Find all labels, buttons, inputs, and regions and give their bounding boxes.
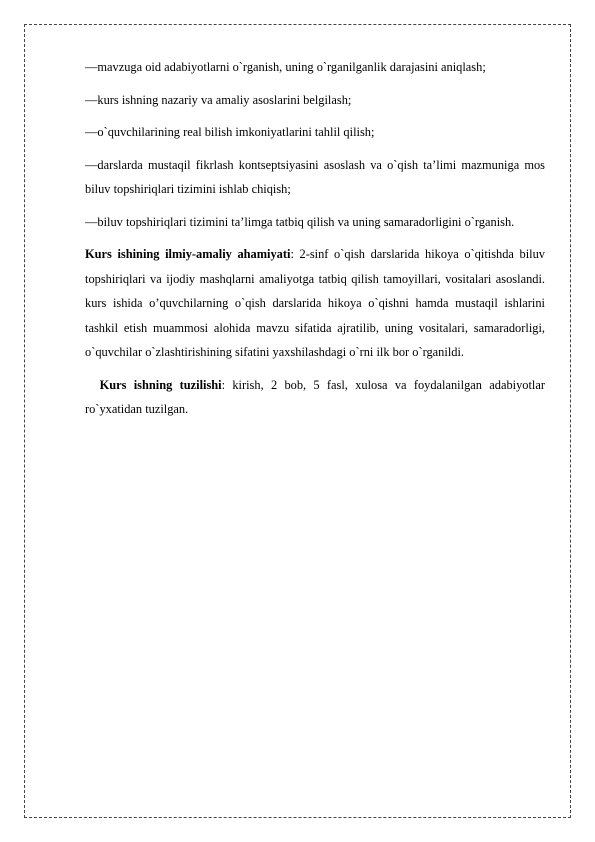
objective-item-2: —kurs ishning nazariy va amaliy asoslarini belgilash; <box>85 92 352 107</box>
significance-paragraph <box>85 242 545 365</box>
structure-paragraph <box>85 373 545 422</box>
structure-heading: Kurs ishning tuzilishi <box>85 377 222 392</box>
document-body <box>85 55 545 430</box>
objective-item-5: —biluv topshiriqlari tizimini ta’limga tatbiq qilish va uning samaradorligini o`rganish. <box>85 214 515 229</box>
structure-text: : kirish, 2 bob, 5 fasl, xulosa va foydalanilgan adabiyotlar ro`yxatidan tuzilgan. <box>85 377 545 416</box>
objective-item-4: —darslarda mustaqil fikrlash kontseptsiyasini asoslash va o`qish ta’limi mazmuniga mos biluv topshiriqlari tizimini ishlab chiqish; <box>85 157 545 196</box>
objective-item-3: —o`quvchilarining real bilish imkoniyatlarini tahlil qilish; <box>85 125 375 139</box>
objective-item-1: —mavzuga oid adabiyotlarni o`rganish, uning o`rganilganlik darajasini aniqlash; <box>85 60 486 74</box>
significance-heading: Kurs ishining ilmiy-amaliy ahamiyati <box>85 247 291 261</box>
significance-text: : 2-sinf o`qish darslarida hikoya o`qitishda biluv topshiriqlari va ijodiy mashqlarni amaliyotga tatbiq qilish tamoyillari, vositalari asoslandi. kurs ishida o’quvchilarning o`qish darslarida hikoya o`qishni hamda mustaqil ishlarini tashkil etish muammosi alohida mavzu sifatida ajratilib, uning vositalari, samaradorligi, o`quvchilar o`zlashtirishining sifatini yaxshilashdagi o`rni ilk bor o`rganildi. <box>85 247 545 359</box>
